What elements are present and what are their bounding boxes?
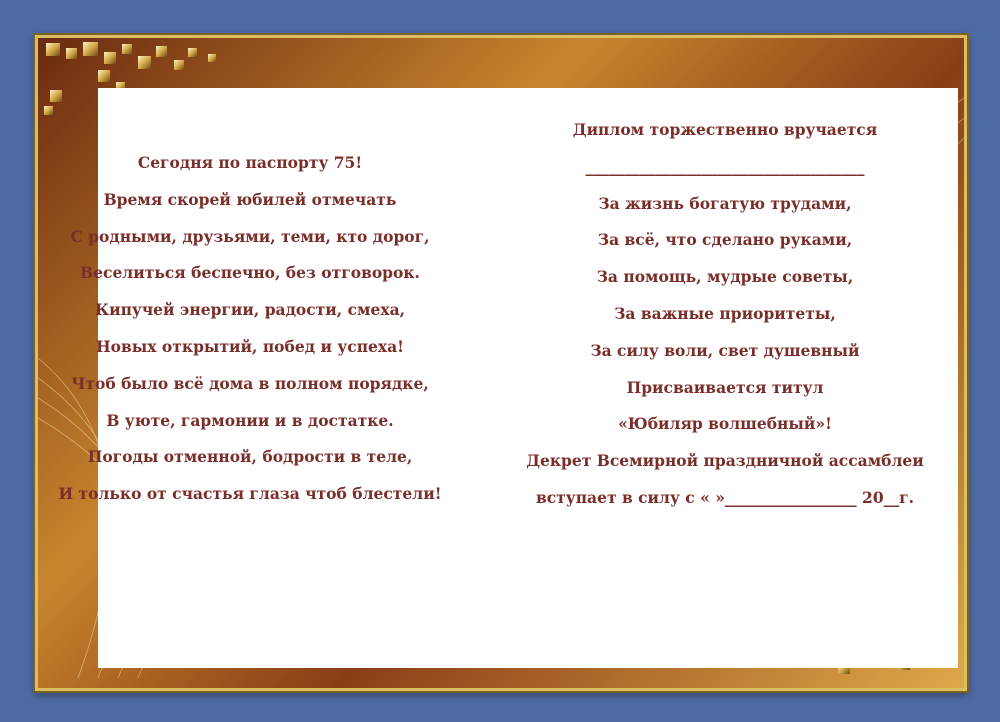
diploma-line: За важные приоритеты, (614, 303, 836, 323)
diploma-line: вступает в силу с « »_________________ 20__г. (535, 487, 915, 507)
poem-line: Новых открытий, побед и успеха! (96, 336, 404, 356)
diploma-text (505, 112, 945, 517)
diploma-line: За помощь, мудрые советы, (596, 267, 854, 287)
diploma-line: Присваивается титул (626, 377, 824, 397)
poem-line: Чтоб было всё дома в полном порядке, (71, 373, 429, 393)
poem-line: Веселиться беспечно, без отговорок. (80, 263, 420, 283)
diploma-line: За жизнь богатую трудами, (598, 193, 852, 213)
diploma-line: За силу воли, свет душевный (590, 340, 860, 360)
poem-line: В уюте, гармонии и в достатке. (106, 410, 394, 430)
diploma-line: Декрет Всемирной праздничной ассамблеи (526, 451, 924, 471)
diploma-line: «Юбиляр волшебный»! (618, 414, 832, 434)
poem-line: Сегодня по паспорту 75! (137, 153, 363, 172)
poem-line: С родными, друзьями, теми, кто дорог, (70, 226, 430, 246)
poem-line: Время скорей юбилей отмечать (103, 189, 397, 209)
recipient-line: ____________________________________ (585, 156, 865, 176)
diploma-line: За всё, что сделано руками, (597, 230, 853, 250)
poem-line: Кипучей энергии, радости, смеха, (94, 300, 406, 320)
poem-line: И только от счастья глаза чтоб блестели! (58, 484, 442, 504)
poem-line: Погоды отменной, бодрости в теле, (87, 447, 413, 467)
left-poem (50, 145, 450, 513)
diploma-heading: Диплом торжественно вручается (572, 120, 878, 139)
